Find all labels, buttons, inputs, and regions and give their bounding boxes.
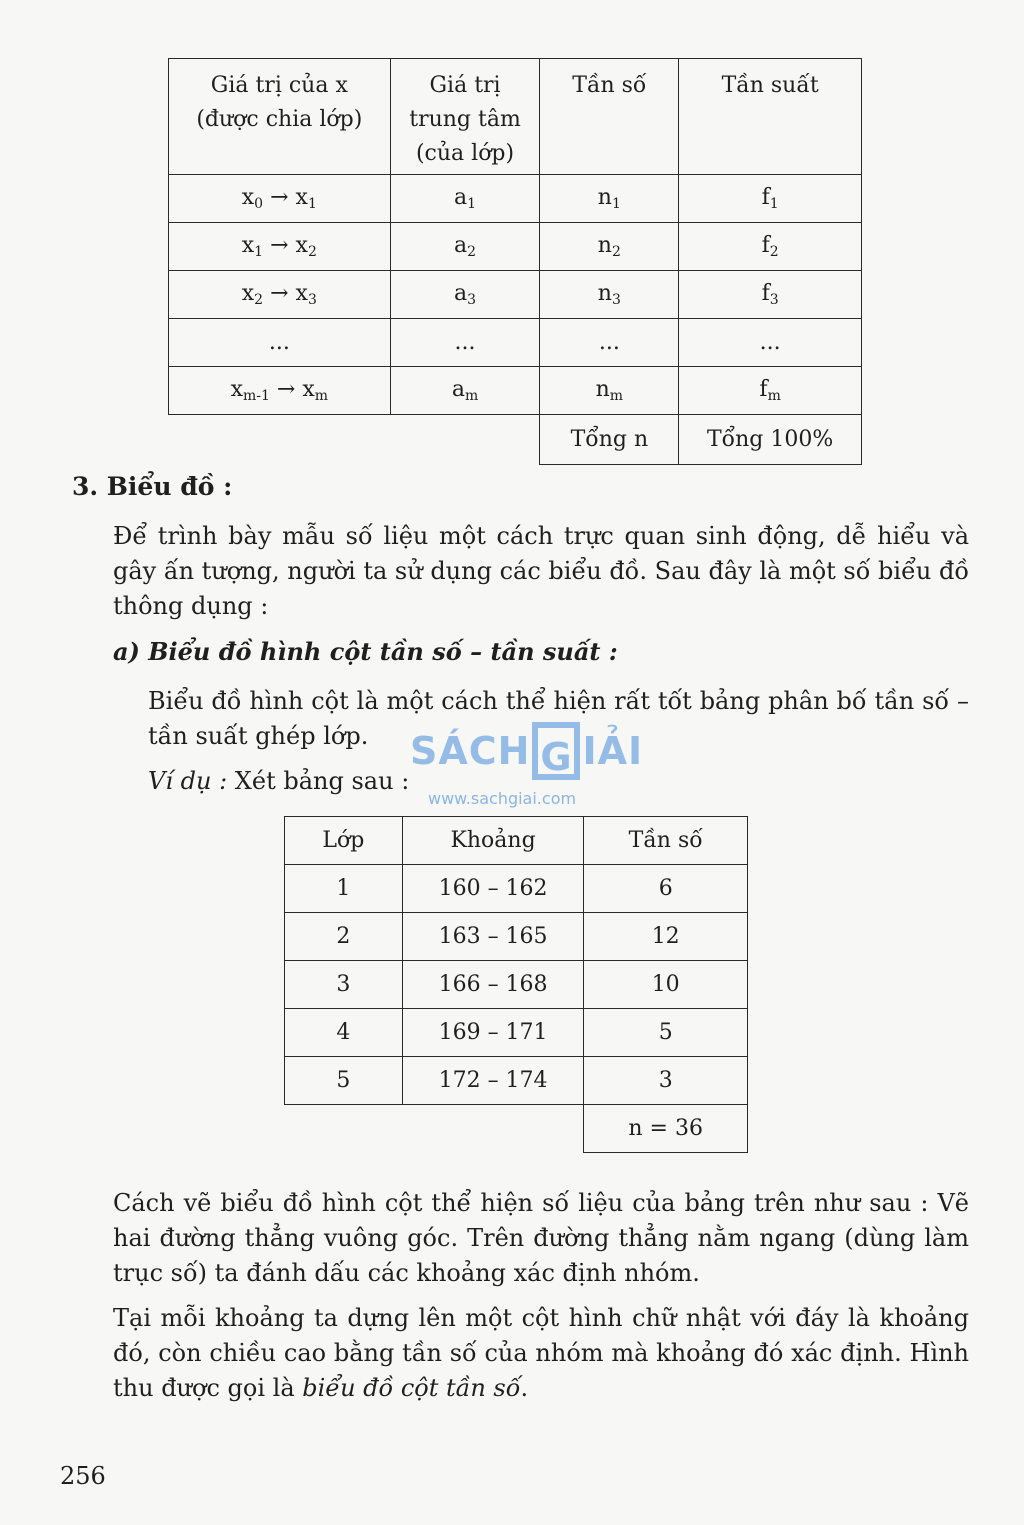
watermark-url: www.sachgiai.com [428, 789, 577, 808]
table-row: 4 169 – 171 5 [285, 1009, 748, 1057]
header-frequency: Tần số [540, 59, 679, 175]
cell-center: $a_1$ [390, 175, 540, 223]
header-center: Giá trị trung tâm (của lớp) [390, 59, 540, 175]
cell-ellipsis: ... [390, 319, 540, 367]
term-italic: biểu đồ cột tần số [302, 1374, 521, 1402]
table-total-row [285, 1105, 748, 1153]
frequency-table-template [168, 58, 862, 465]
watermark-logo: SÁCH G IẢI [410, 722, 643, 780]
cell-center: $a_m$ [390, 367, 540, 415]
table-row [169, 223, 862, 271]
total-percent: Tổng 100% [679, 415, 862, 465]
cell-relative: $f_m$ [679, 367, 862, 415]
total-count: n = 36 [584, 1105, 748, 1153]
header-class: Lớp [285, 817, 403, 865]
table-row [169, 271, 862, 319]
header-interval: Khoảng [402, 817, 584, 865]
cell-ellipsis: ... [540, 319, 679, 367]
cell-frequency: $n_1$ [540, 175, 679, 223]
table-row [169, 175, 862, 223]
table-row: 3 166 – 168 10 [285, 961, 748, 1009]
table-total-row [169, 415, 862, 465]
cell-x-range: $x_0 \to x_1$ [169, 175, 391, 223]
table-row-ellipsis [169, 319, 862, 367]
cell-relative: $f_2$ [679, 223, 862, 271]
cell-frequency: $n_m$ [540, 367, 679, 415]
cell-ellipsis: ... [169, 319, 391, 367]
example-label: Ví dụ : [148, 767, 228, 795]
cell-frequency: $n_3$ [540, 271, 679, 319]
cell-x-range: $x_{m-1} \to x_m$ [169, 367, 391, 415]
table-row: 1 160 – 162 6 [285, 865, 748, 913]
cell-x-range: $x_2 \to x_3$ [169, 271, 391, 319]
subsection-heading: a) Biểu đồ hình cột tần số – tần suất : [113, 637, 618, 666]
class-frequency-table [284, 816, 748, 1153]
cell-x-range: $x_1 \to x_2$ [169, 223, 391, 271]
cell-relative: $f_3$ [679, 271, 862, 319]
method-paragraph: Cách vẽ biểu đồ hình cột thể hiện số liệu của bảng trên như sau : Vẽ hai đường thẳng vuông góc. Trên đường thẳng nằm ngang (dùng làm trục số) ta đánh dấu các khoảng xác định nhóm. [113, 1189, 969, 1287]
header-x: Giá trị của x (được chia lớp) [169, 59, 391, 175]
table-row: 5 172 – 174 3 [285, 1057, 748, 1105]
example-text: Xét bảng sau : [227, 767, 410, 795]
page-number: 256 [60, 1462, 106, 1490]
cell-ellipsis: ... [679, 319, 862, 367]
section-heading: 3. Biểu đồ : [72, 472, 233, 501]
cell-center: $a_2$ [390, 223, 540, 271]
header-frequency: Tần số [584, 817, 748, 865]
table-row [169, 367, 862, 415]
total-n: Tổng n [540, 415, 679, 465]
definition-paragraph: Tại mỗi khoảng ta dựng lên một cột hình chữ nhật với đáy là khoảng đó, còn chiều cao bằng tần số của nhóm mà khoảng đó xác định. Hình thu được gọi là biểu đồ cột tần số. [113, 1304, 969, 1402]
example-line [148, 764, 409, 799]
cell-frequency: $n_2$ [540, 223, 679, 271]
header-relative-frequency: Tần suất [679, 59, 862, 175]
cell-center: $a_3$ [390, 271, 540, 319]
intro-paragraph: Để trình bày mẫu số liệu một cách trực quan sinh động, dễ hiểu và gây ấn tượng, người ta sử dụng các biểu đồ. Sau đây là một số biểu đồ thông dụng : [113, 522, 969, 620]
subsection-paragraph: Biểu đồ hình cột là một cách thể hiện rất tốt bảng phân bố tần số – tần suất ghép lớp. [148, 687, 969, 750]
cell-relative: $f_1$ [679, 175, 862, 223]
table-row: 2 163 – 165 12 [285, 913, 748, 961]
